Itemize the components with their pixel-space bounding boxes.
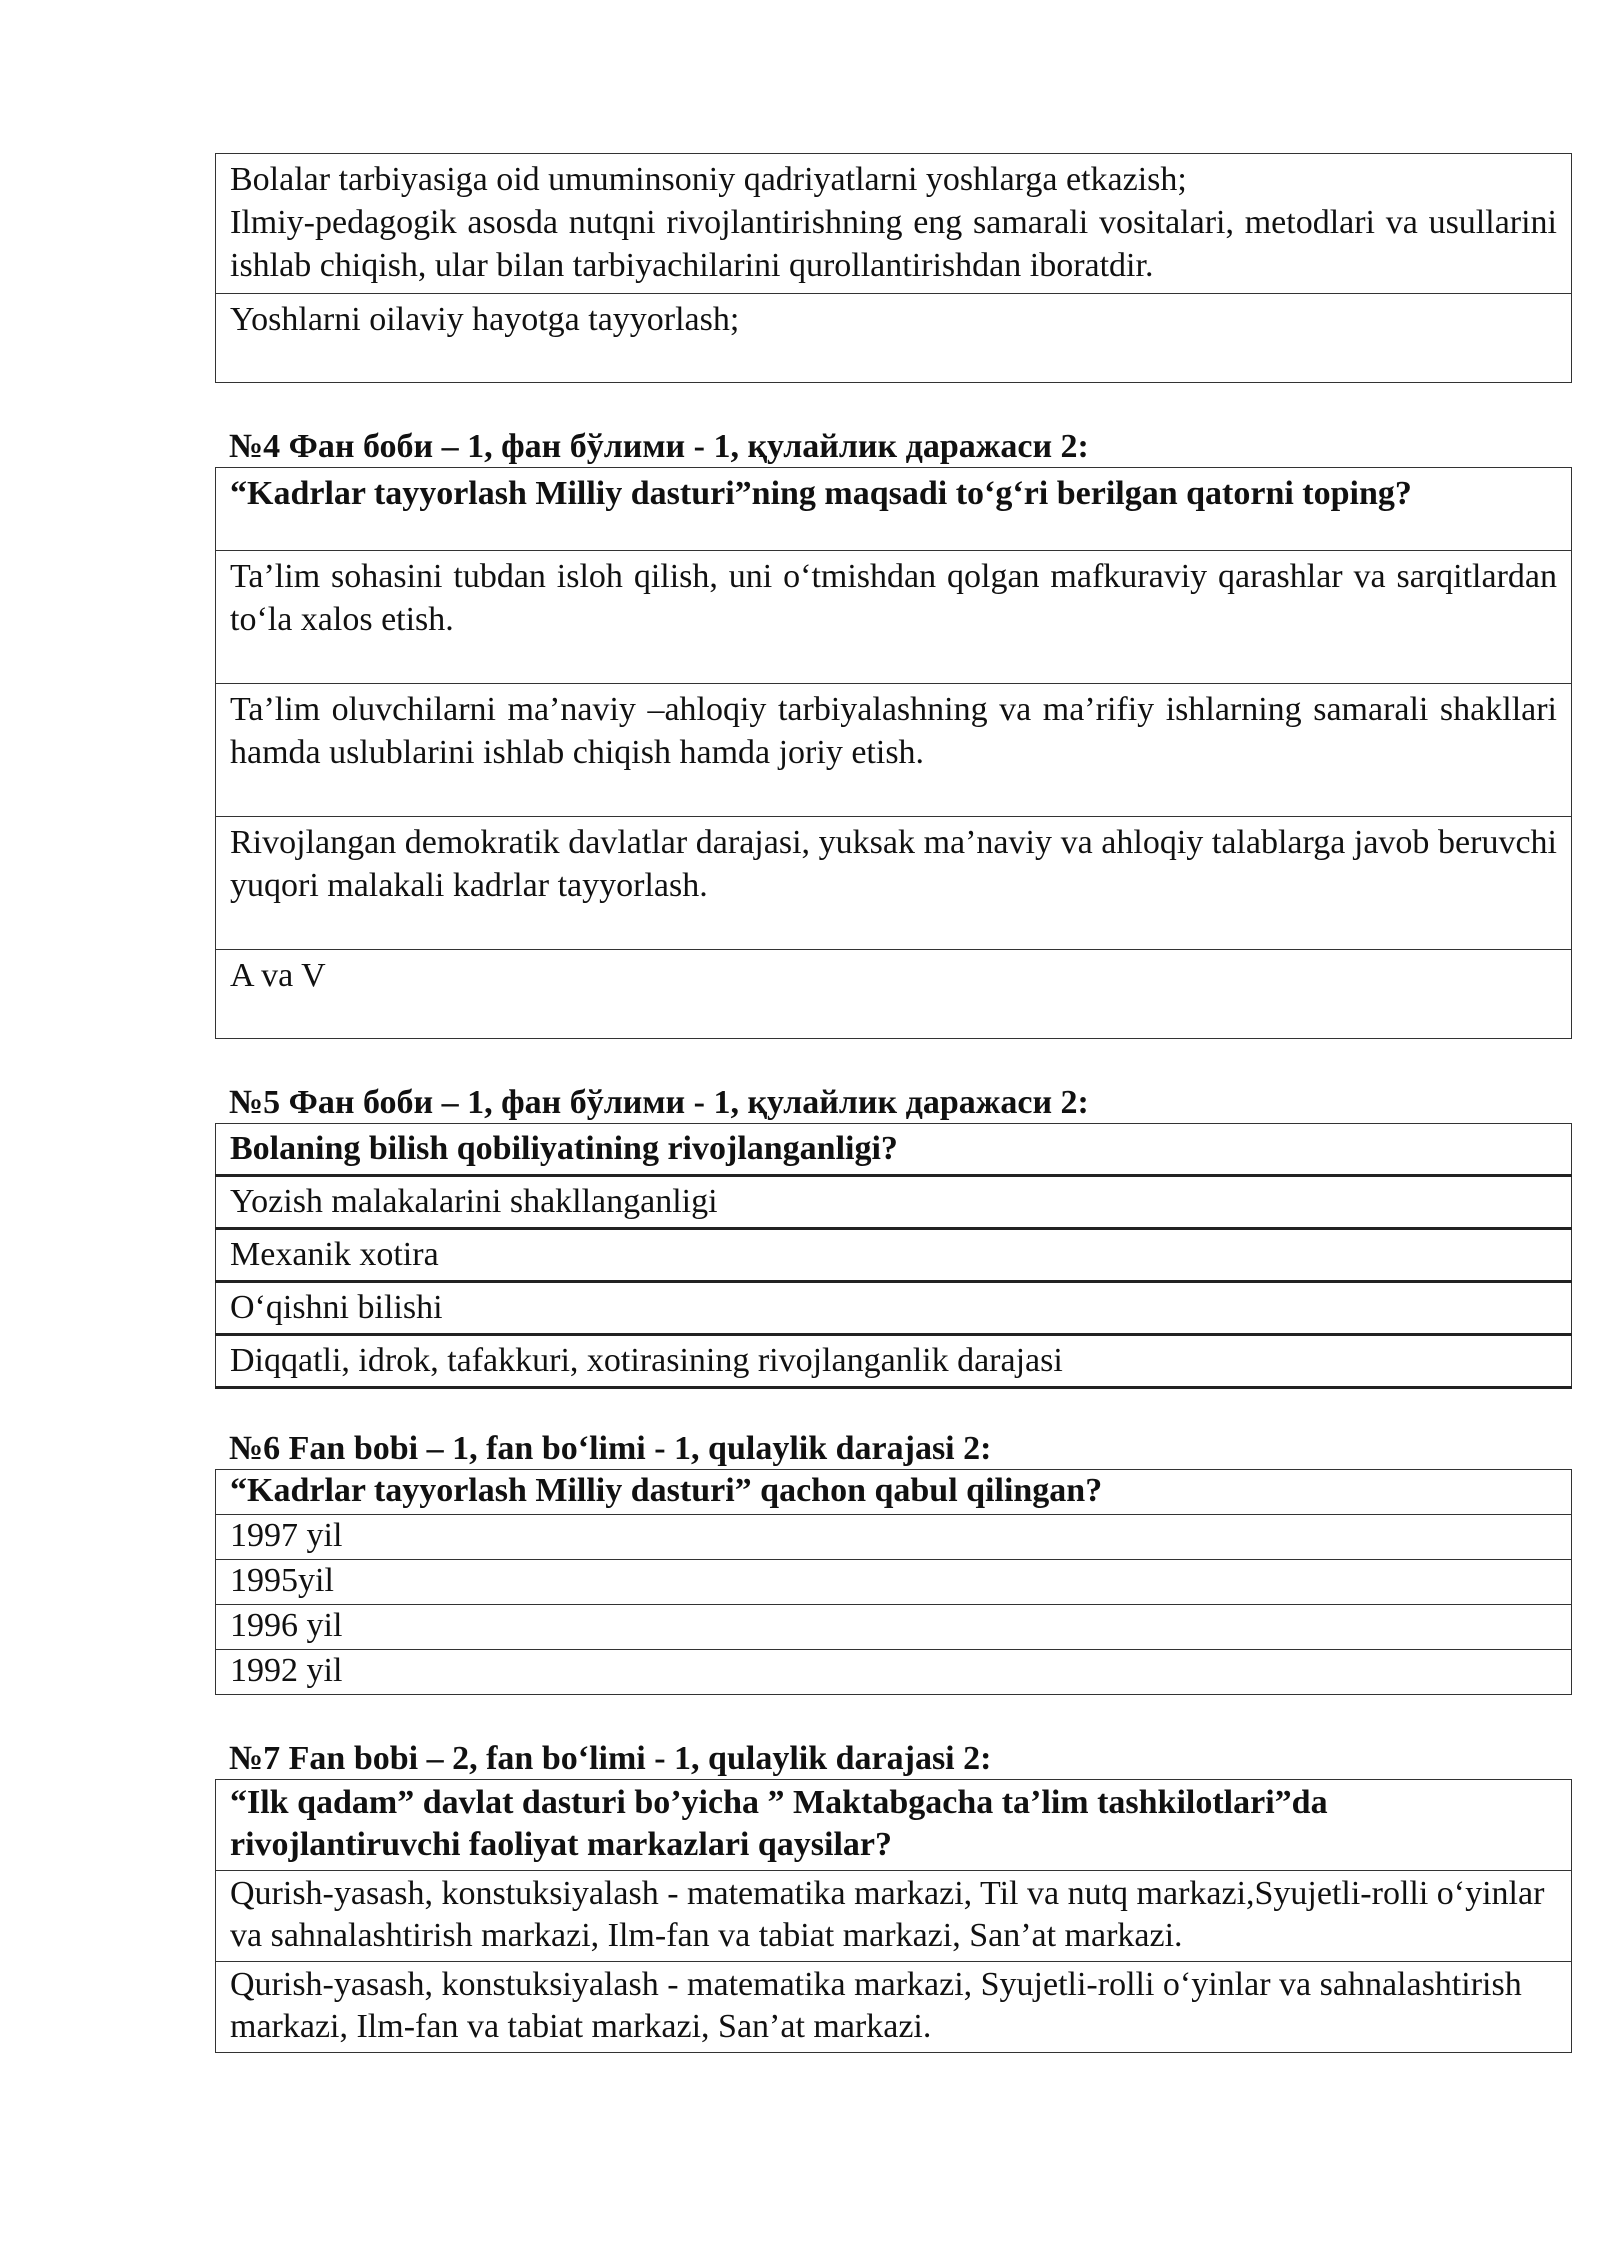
answer-option: Qurish-yasash, konstuksiyalash - matematika markazi, Syujetli-rolli o‘yinlar va sahnalashtirish markazi, Ilm-fan va tabiat markazi, San’at markazi.	[216, 1962, 1572, 2053]
table-row	[216, 1335, 1572, 1388]
table-row	[216, 468, 1572, 551]
answer-option: Yoshlarni oilaviy hayotga tayyorlash;	[216, 294, 1572, 383]
table-row	[216, 1282, 1572, 1335]
question-text: “Kadrlar tayyorlash Milliy dasturi” qachon qabul qilingan?	[216, 1470, 1572, 1515]
table-row	[216, 1780, 1572, 1871]
table-row	[216, 1470, 1572, 1515]
table-row	[216, 1176, 1572, 1229]
question-5-heading: №5 Фан боби – 1, фан бўлими - 1, қулайлик даражаси 2:	[229, 1084, 1089, 1121]
answer-option: Bolalar tarbiyasiga oid umuminsoniy qadriyatlarni yoshlarga etkazish; Ilmiy-pedagogik asosda nutqni rivojlantirishning eng samarali vositalari, metodlari va usullarini ishlab chiqish, ular bilan tarbiyachilarini qurollantirishdan iboratdir.	[216, 154, 1572, 294]
table-row	[216, 1515, 1572, 1560]
question-4-table	[215, 467, 1572, 1039]
answer-option: Rivojlangan demokratik davlatlar darajasi, yuksak ma’naviy va ahloqiy talablarga javob beruvchi yuqori malakali kadrlar tayyorlash.	[216, 817, 1572, 950]
answer-option: 1996 yil	[216, 1605, 1572, 1650]
question-6-table	[215, 1469, 1572, 1695]
table-row	[216, 1650, 1572, 1695]
question-6-heading: №6 Fan bobi – 1, fan bo‘limi - 1, qulaylik darajasi 2:	[229, 1430, 992, 1467]
answer-option: Mexanik xotira	[216, 1229, 1572, 1282]
question-4-heading: №4 Фан боби – 1, фан бўлими - 1, қулайлик даражаси 2:	[229, 428, 1089, 465]
answers-table-previous	[215, 153, 1572, 383]
answer-option: A va V	[216, 950, 1572, 1039]
answer-option: 1995yil	[216, 1560, 1572, 1605]
answer-option: Yozish malakalarini shakllanganligi	[216, 1176, 1572, 1229]
question-5-table	[215, 1123, 1572, 1389]
table-row	[216, 1962, 1572, 2053]
document-page	[215, 153, 1572, 2053]
table-row	[216, 294, 1572, 383]
table-row	[216, 950, 1572, 1039]
answer-option: O‘qishni bilishi	[216, 1282, 1572, 1335]
table-row	[216, 1229, 1572, 1282]
answer-option: Diqqatli, idrok, tafakkuri, xotirasining rivojlanganlik darajasi	[216, 1335, 1572, 1388]
table-row	[216, 1871, 1572, 1962]
table-row	[216, 684, 1572, 817]
table-row	[216, 1605, 1572, 1650]
answer-option: Ta’lim oluvchilarni ma’naviy –ahloqiy tarbiyalashning va ma’rifiy ishlarning samarali shakllari hamda uslublarini ishlab chiqish hamda joriy etish.	[216, 684, 1572, 817]
table-row	[216, 1560, 1572, 1605]
answer-option: 1992 yil	[216, 1650, 1572, 1695]
question-text: “Kadrlar tayyorlash Milliy dasturi”ning maqsadi to‘g‘ri berilgan qatorni toping?	[216, 468, 1572, 551]
table-row	[216, 154, 1572, 294]
answer-option: Qurish-yasash, konstuksiyalash - matematika markazi, Til va nutq markazi,Syujetli-rolli o‘yinlar va sahnalashtirish markazi, Ilm-fan va tabiat markazi, San’at markazi.	[216, 1871, 1572, 1962]
question-text: Bolaning bilish qobiliyatining rivojlanganligi?	[216, 1124, 1572, 1176]
answer-option: Ta’lim sohasini tubdan isloh qilish, uni o‘tmishdan qolgan mafkuraviy qarashlar va sarqitlardan to‘la xalos etish.	[216, 551, 1572, 684]
question-text: “Ilk qadam” davlat dasturi bo’yicha ” Maktabgacha ta’lim tashkilotlari”da rivojlantiruvchi faoliyat markazlari qaysilar?	[216, 1780, 1572, 1871]
question-7-table	[215, 1779, 1572, 2053]
table-row	[216, 551, 1572, 684]
question-7-heading: №7 Fan bobi – 2, fan bo‘limi - 1, qulaylik darajasi 2:	[229, 1740, 992, 1777]
table-row	[216, 1124, 1572, 1176]
table-row	[216, 817, 1572, 950]
answer-option: 1997 yil	[216, 1515, 1572, 1560]
